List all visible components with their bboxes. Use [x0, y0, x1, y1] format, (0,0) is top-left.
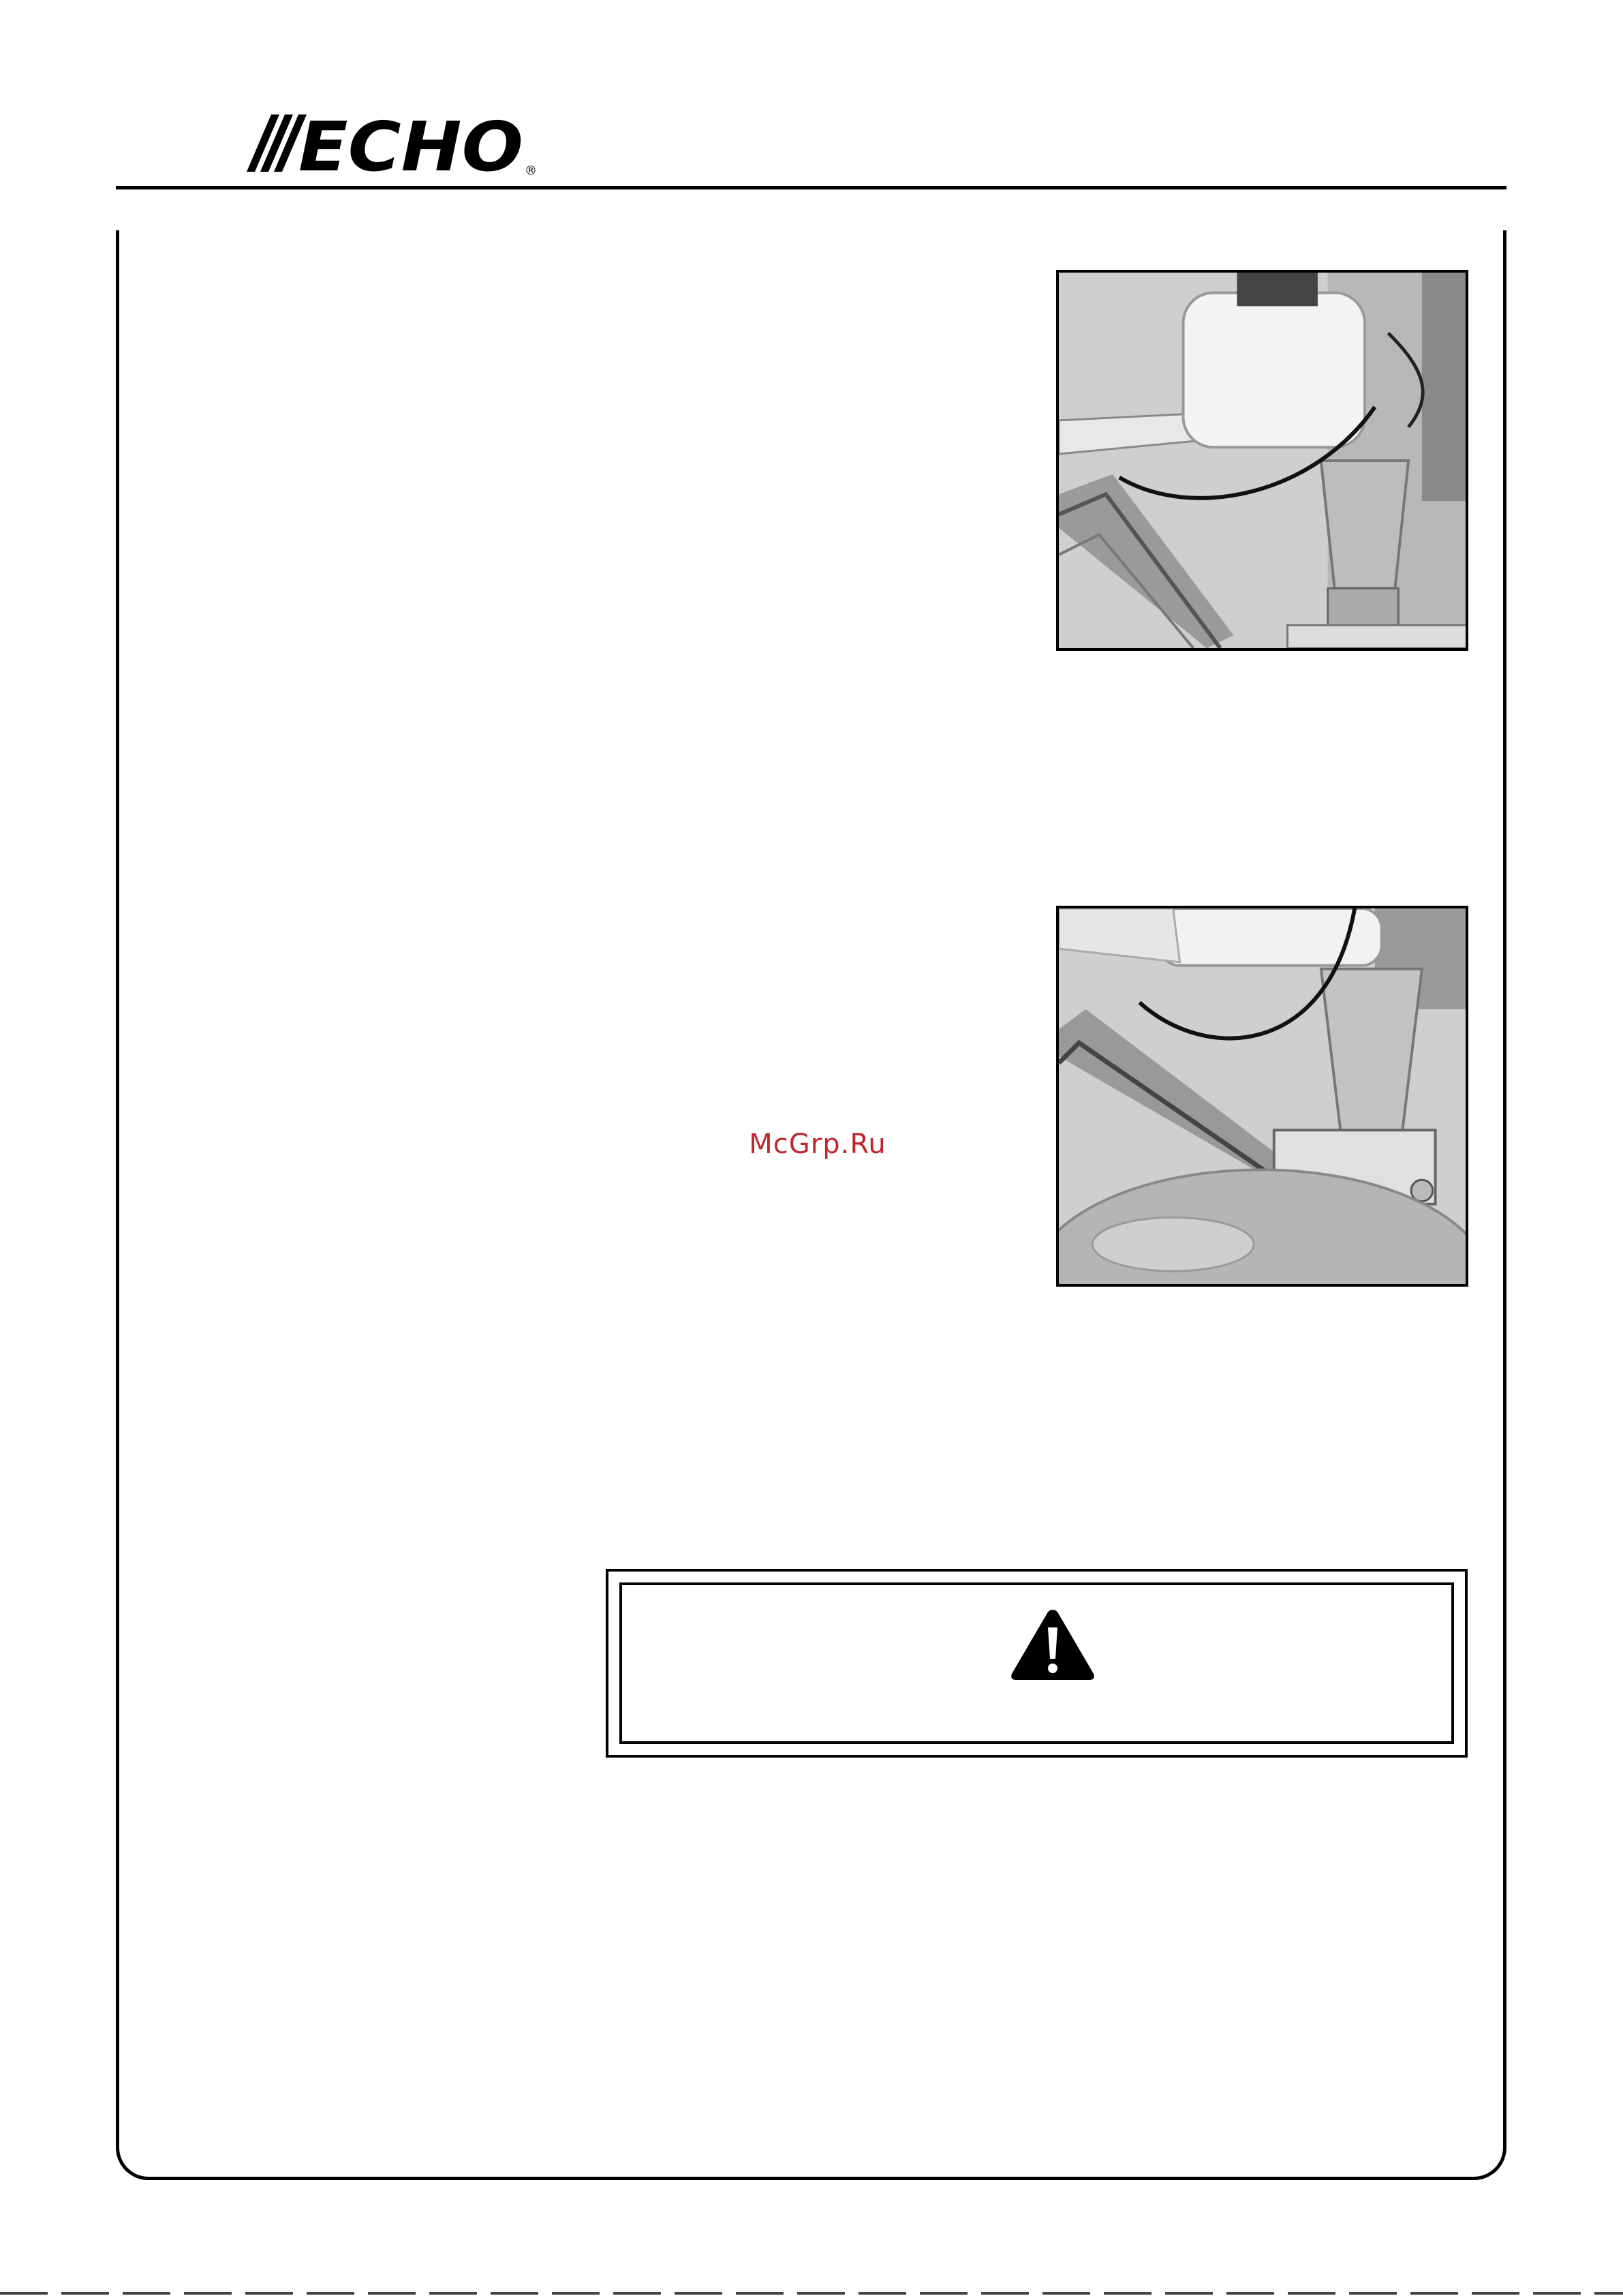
- bottom-edge-dashes: [0, 2292, 1623, 2295]
- warning-triangle-icon: [1008, 1606, 1097, 1684]
- warning-inner-frame: [619, 1582, 1454, 1744]
- photo-engine-fuel-tank: [1056, 270, 1468, 651]
- header-rule: [116, 186, 1506, 189]
- photo-engine-mount-bracket: [1056, 906, 1468, 1287]
- brand-text: ECHO: [298, 109, 523, 177]
- registered-mark: ®: [525, 164, 537, 177]
- watermark-text: McGrp.Ru: [749, 1129, 886, 1160]
- echo-logo-icon: [232, 109, 545, 177]
- warning-box: [606, 1569, 1468, 1758]
